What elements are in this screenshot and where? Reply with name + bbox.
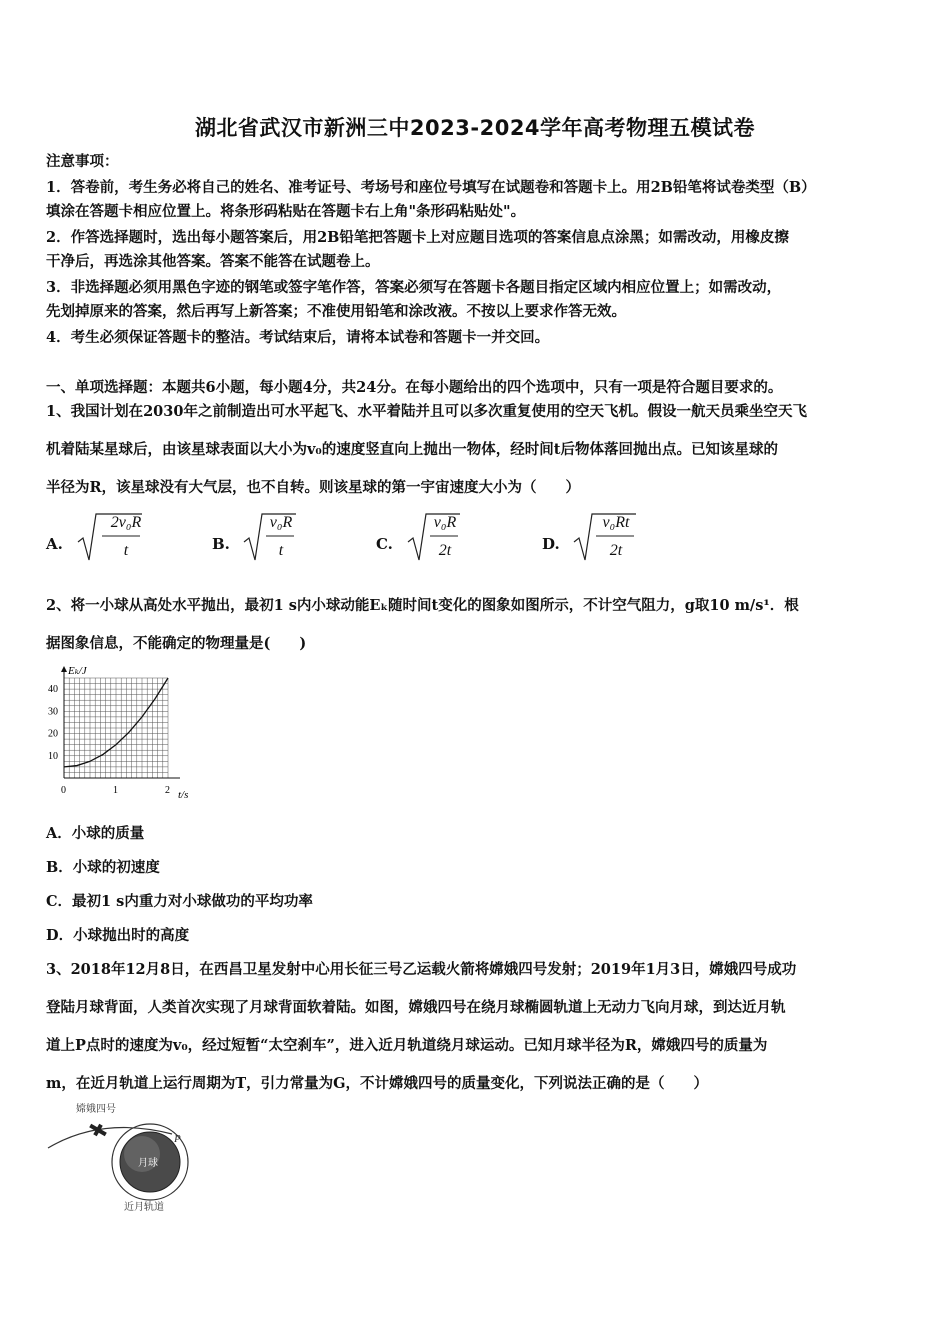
- q2-option-b[interactable]: B．小球的初速度: [46, 859, 160, 876]
- option-b-label[interactable]: B.: [212, 535, 230, 553]
- notice-line: 填涂在答题卡相应位置上。将条形码粘贴在答题卡右上角"条形码粘贴处"。: [46, 203, 526, 220]
- notice-heading: 注意事项：: [46, 153, 119, 170]
- fraction-numerator: 2v₀R: [110, 514, 142, 531]
- q1-line: 机着陆某星球后，由该星球表面以大小为v₀的速度竖直向上抛出一物体，经时间t后物体落回抛出点。已知该星球的: [46, 441, 778, 458]
- notice-line: 3．非选择题必须用黑色字迹的钢笔或签字笔作答，答案必须写在答题卡各题目指定区域内相应位置上；如需改动，: [46, 279, 782, 296]
- x-axis-label: t/s: [178, 789, 189, 801]
- q3-line: 登陆月球背面，人类首次实现了月球背面软着陆。如图，嫦娥四号在绕月球椭圆轨道上无动力飞向月球，到达近月轨: [46, 999, 786, 1016]
- notice-line: 1．答卷前，考生务必将自己的姓名、准考证号、考场号和座位号填写在试题卷和答题卡上。用2B铅笔将试卷类型（B）: [46, 179, 816, 196]
- chart-ticks: [48, 684, 170, 796]
- y-tick-label: 10: [48, 750, 58, 762]
- moon-orbit-figure: [42, 1098, 202, 1214]
- q2-line: 2、将一小球从高处水平抛出，最初1 s内小球动能Eₖ随时间t变化的图象如图所示，不计空气阻力，g取10 m/s¹．根: [46, 597, 799, 614]
- fraction-numerator: v₀Rt: [602, 514, 630, 531]
- notice-line: 干净后，再选涂其他答案。答案不能答在试题卷上。: [46, 253, 380, 270]
- option-d-label[interactable]: D.: [542, 535, 560, 553]
- notice-line: 2．作答选择题时，选出每小题答案后，用2B铅笔把答题卡上对应题目选项的答案信息点涂黑；如需改动，用橡皮擦: [46, 229, 789, 246]
- point-p-label: P: [174, 1133, 181, 1145]
- q2-option-d[interactable]: D．小球抛出时的高度: [46, 927, 190, 944]
- y-tick-label: 20: [48, 728, 58, 740]
- fraction-denominator: 2t: [438, 542, 452, 559]
- section-heading: 一、单项选择题：本题共6小题，每小题4分，共24分。在每小题给出的四个选项中，只有一项是符合题目要求的。: [46, 379, 783, 396]
- ek-time-chart: [40, 660, 210, 810]
- q3-line: 道上P点时的速度为v₀，经过短暂“太空刹车”，进入近月轨道绕月球运动。已知月球半径为R，嫦娥四号的质量为: [46, 1037, 768, 1054]
- y-tick-label: 40: [48, 684, 58, 696]
- x-tick-label: 2: [165, 785, 170, 796]
- y-axis-label: Eₖ/J: [68, 665, 87, 677]
- q3-line: 3、2018年12月8日，在西昌卫星发射中心用长征三号乙运载火箭将嫦娥四号发射；2019年1月3日，嫦娥四号成功: [46, 961, 797, 978]
- fraction-denominator: t: [123, 542, 129, 559]
- x-tick-label: 0: [61, 785, 66, 796]
- chart-grid: [64, 678, 168, 778]
- notice-line: 先划掉原来的答案，然后再写上新答案；不准使用铅笔和涂改液。不按以上要求作答无效。: [46, 303, 626, 320]
- q1-options: [46, 508, 926, 568]
- notice-line: 4．考生必须保证答题卡的整洁。考试结束后，请将本试卷和答题卡一并交回。: [46, 329, 550, 346]
- x-tick-label: 1: [113, 785, 118, 796]
- y-tick-label: 30: [48, 706, 58, 718]
- fraction-denominator: 2t: [609, 542, 623, 559]
- y-axis-arrow: [61, 666, 67, 672]
- q2-option-c[interactable]: C．最初1 s内重力对小球做功的平均功率: [46, 893, 313, 910]
- q1-line: 1、我国计划在2030年之前制造出可水平起飞、水平着陆并且可以多次重复使用的空天飞机。假设一航天员乘坐空天飞: [46, 403, 807, 420]
- option-a-label[interactable]: A.: [46, 535, 63, 553]
- fraction-numerator: v₀R: [433, 514, 457, 531]
- probe-label: 嫦娥四号: [76, 1104, 116, 1115]
- orbit-label: 近月轨道: [124, 1202, 164, 1213]
- q1-line: 半径为R，该星球没有大气层，也不自转。则该星球的第一宇宙速度大小为（ ）: [46, 479, 581, 496]
- fraction-numerator: v₀R: [269, 514, 293, 531]
- probe-icon: [87, 1120, 109, 1139]
- q3-line: m，在近月轨道上运行周期为T，引力常量为G，不计嫦娥四号的质量变化，下列说法正确的是（ ）: [46, 1075, 709, 1092]
- fraction-denominator: t: [278, 542, 284, 559]
- q2-line: 据图象信息，不能确定的物理量是( ): [46, 635, 307, 652]
- option-c-label[interactable]: C.: [376, 535, 393, 553]
- q2-option-a[interactable]: A．小球的质量: [46, 825, 145, 842]
- moon-label: 月球: [138, 1158, 158, 1169]
- page-title: 湖北省武汉市新洲三中2023-2024学年高考物理五模试卷: [194, 116, 756, 140]
